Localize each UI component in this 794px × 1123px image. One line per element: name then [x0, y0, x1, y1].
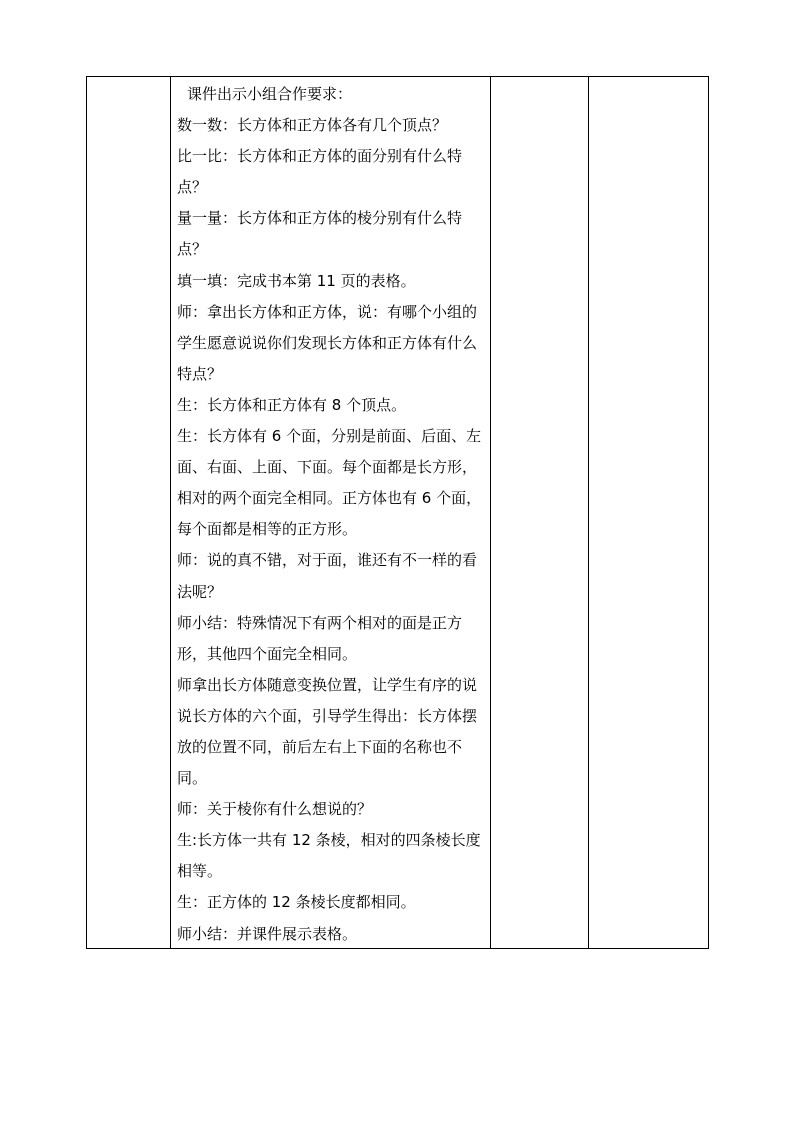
- paragraph: 师小结：并课件展示表格。: [177, 924, 358, 943]
- paragraph: 生：长方体和正方体有 8 个顶点。: [177, 395, 407, 414]
- paragraph: 师：说的真不错，对于面，谁还有不一样的看法呢？: [177, 551, 478, 601]
- paragraph: 师：拿出长方体和正方体，说：有哪个小组的学生愿意说说你们发现长方体和正方体有什么特点？: [177, 302, 478, 383]
- paragraph: 生：正方体的 12 条棱长度都相同。: [177, 893, 416, 912]
- right-empty-cell: [589, 77, 709, 949]
- paragraph: 师：关于棱你有什么想说的？: [177, 800, 373, 819]
- paragraph: 量一量：长方体和正方体的棱分别有什么特点？: [177, 209, 463, 259]
- paragraph: 填一填：完成书本第 11 页的表格。: [177, 271, 416, 290]
- left-empty-cell: [87, 77, 171, 949]
- paragraph: 比一比：长方体和正方体的面分别有什么特点？: [177, 147, 463, 197]
- teaching-process-cell: [171, 77, 491, 949]
- teaching-process-content: [171, 77, 490, 948]
- paragraph: 课件出示小组合作要求：: [187, 85, 353, 103]
- paragraph: 生:长方体一共有 12 条棱，相对的四条棱长度相等。: [177, 831, 481, 881]
- middle-empty-cell: [491, 77, 589, 949]
- table-row: [87, 77, 709, 949]
- paragraph: 数一数：长方体和正方体各有几个顶点？: [177, 116, 448, 135]
- paragraph: 师拿出长方体随意变换位置，让学生有序的说说长方体的六个面，引导学生得出：长方体摆放的位置不同，前后左右上下面的名称也不同。: [177, 675, 478, 788]
- paragraph: 生：长方体有 6 个面，分别是前面、后面、左面、右面、上面、下面。每个面都是长方形，相对的两个面完全相同。正方体也有 6 个面，每个面都是相等的正方形。: [177, 427, 482, 539]
- paragraph: 师小结：特殊情况下有两个相对的面是正方形，其他四个面完全相同。: [177, 613, 463, 663]
- lesson-plan-table: [86, 76, 709, 949]
